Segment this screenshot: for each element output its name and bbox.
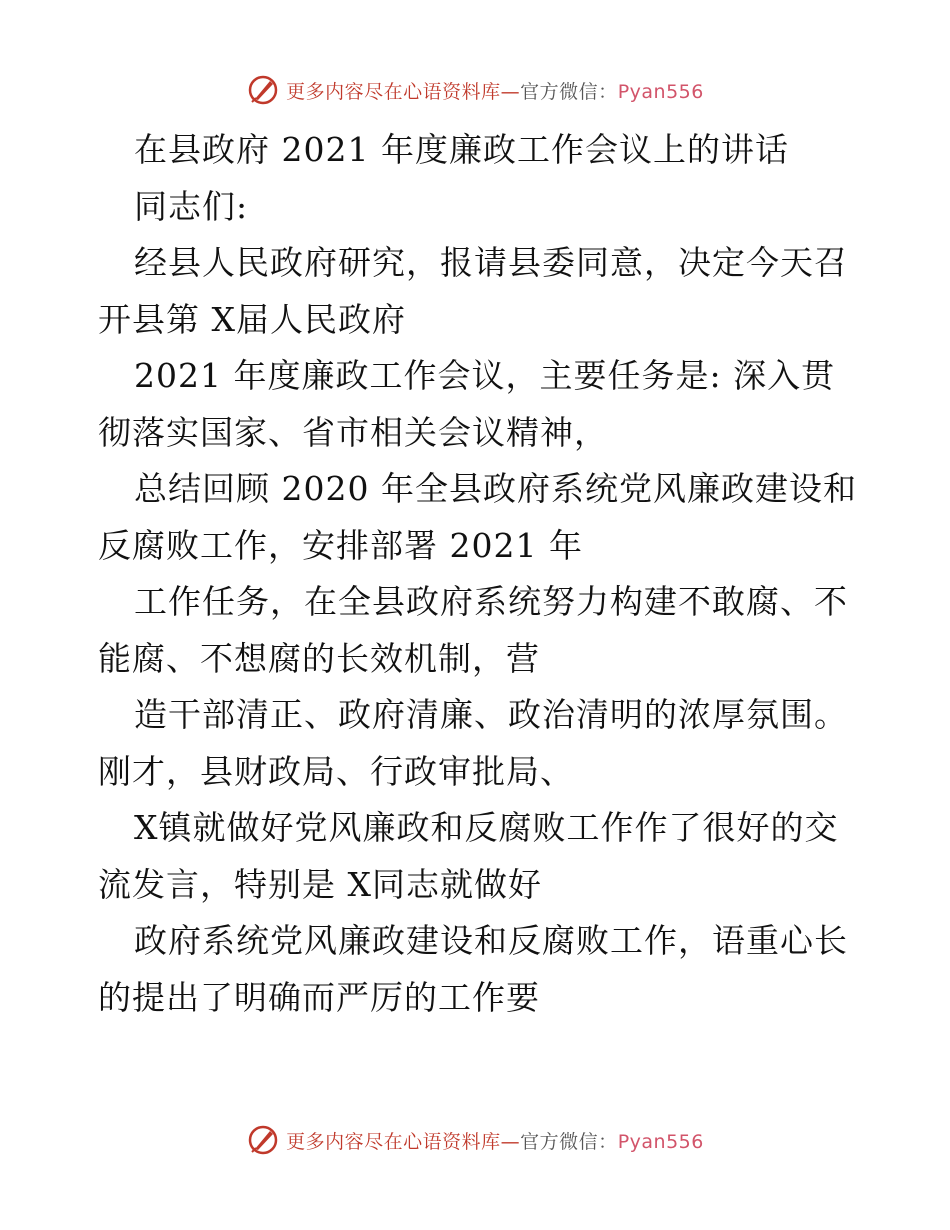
- paragraph-line: 能腐、不想腐的长效机制，营: [98, 638, 540, 678]
- banner-separator: —: [500, 80, 521, 103]
- banner-wechat-id: Pyan556: [617, 80, 704, 103]
- banner-separator: —: [500, 1130, 521, 1153]
- banner-wechat-label: 官方微信：: [520, 80, 618, 103]
- paragraph-line: 反腐败工作，安排部署 2021 年: [98, 525, 583, 565]
- footer-banner: [0, 1120, 950, 1160]
- quill-circle-logo-icon: [246, 73, 280, 107]
- paragraph-line: 政府系统党风廉政建设和反腐败工作，语重心长: [134, 921, 848, 960]
- header-banner: [0, 70, 950, 110]
- paragraph-line: 的提出了明确而严厉的工作要: [98, 977, 540, 1017]
- banner-brand-text: 更多内容尽在心语资料库: [286, 1130, 501, 1153]
- document-title: 在县政府 2021 年度廉政工作会议上的讲话: [134, 130, 789, 169]
- banner-brand-text: 更多内容尽在心语资料库: [286, 80, 501, 103]
- banner-text: [286, 77, 704, 104]
- banner-text: [286, 1127, 704, 1154]
- paragraph-line: 2021 年度廉政工作会议，主要任务是: 深入贯: [134, 356, 836, 395]
- banner-wechat-label: 官方微信：: [520, 1130, 618, 1153]
- document-body: [98, 122, 858, 1026]
- paragraph-line: 彻落实国家、省市相关会议精神，: [98, 412, 608, 452]
- paragraph-line: 开县第 X届人民政府: [98, 299, 406, 339]
- paragraph-line: 流发言，特别是 X同志就做好: [98, 864, 542, 904]
- paragraph-line: X镇就做好党风廉政和反腐败工作作了很好的交: [134, 808, 839, 847]
- quill-circle-logo-icon: [246, 1123, 280, 1157]
- paragraph-line: 造干部清正、政府清廉、政治清明的浓厚氛围。: [134, 695, 848, 734]
- paragraph-line: 刚才，县财政局、行政审批局、: [98, 751, 574, 791]
- salutation: 同志们:: [134, 186, 249, 226]
- banner-wechat-id: Pyan556: [617, 1130, 704, 1153]
- paragraph-line: 总结回顾 2020 年全县政府系统党风廉政建设和: [134, 469, 857, 508]
- paragraph-line: 经县人民政府研究，报请县委同意，决定今天召: [134, 243, 848, 282]
- paragraph-line: 工作任务，在全县政府系统努力构建不敢腐、不: [134, 582, 848, 621]
